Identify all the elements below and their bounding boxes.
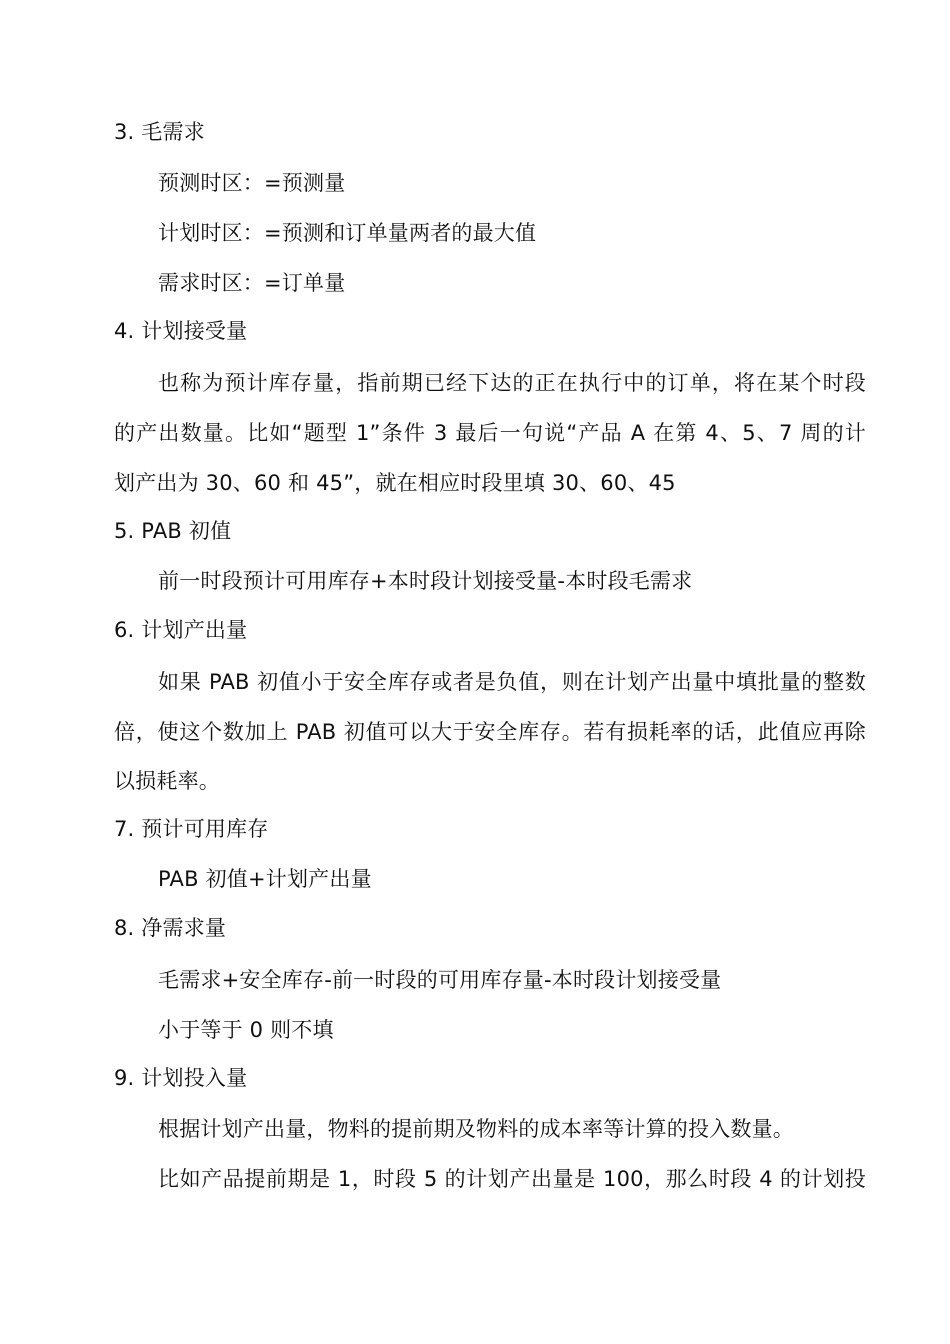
text-line: 需求时区：=订单量 [158, 271, 346, 295]
paragraph-line: 比如产品提前期是 1，时段 5 的计划产出量是 100，那么时段 4 的计划投 [158, 1167, 866, 1191]
section-heading-3: 3. 毛需求 [114, 120, 205, 144]
section-heading-7: 7. 预计可用库存 [114, 817, 269, 841]
section-heading-9: 9. 计划投入量 [114, 1066, 248, 1090]
paragraph-line: 以损耗率。 [114, 769, 220, 793]
text-line: 预测时区：=预测量 [158, 171, 346, 195]
paragraph-line: 倍，使这个数加上 PAB 初值可以大于安全库存。若有损耗率的话，此值应再除 [114, 720, 866, 744]
formula-line: PAB 初值+计划产出量 [158, 867, 372, 891]
text-line: 计划时区：=预测和订单量两者的最大值 [158, 221, 537, 245]
formula-line: 前一时段预计可用库存+本时段计划接受量-本时段毛需求 [158, 569, 693, 593]
text-line: 小于等于 0 则不填 [158, 1018, 334, 1042]
paragraph-line: 也称为预计库存量，指前期已经下达的正在执行中的订单，将在某个时段 [158, 371, 866, 395]
paragraph-line: 如果 PAB 初值小于安全库存或者是负值，则在计划产出量中填批量的整数 [158, 670, 866, 694]
formula-line: 毛需求+安全库存-前一时段的可用库存量-本时段计划接受量 [158, 968, 722, 992]
paragraph-line: 划产出为 30、60 和 45”，就在相应时段里填 30、60、45 [114, 471, 676, 495]
section-heading-4: 4. 计划接受量 [114, 319, 248, 343]
paragraph-line: 的产出数量。比如“题型 1”条件 3 最后一句说“产品 A 在第 4、5、7 周的计 [114, 421, 866, 445]
section-heading-6: 6. 计划产出量 [114, 618, 248, 642]
section-heading-8: 8. 净需求量 [114, 916, 227, 940]
section-heading-5: 5. PAB 初值 [114, 519, 232, 543]
paragraph-line: 根据计划产出量，物料的提前期及物料的成本率等计算的投入数量。 [158, 1117, 794, 1141]
